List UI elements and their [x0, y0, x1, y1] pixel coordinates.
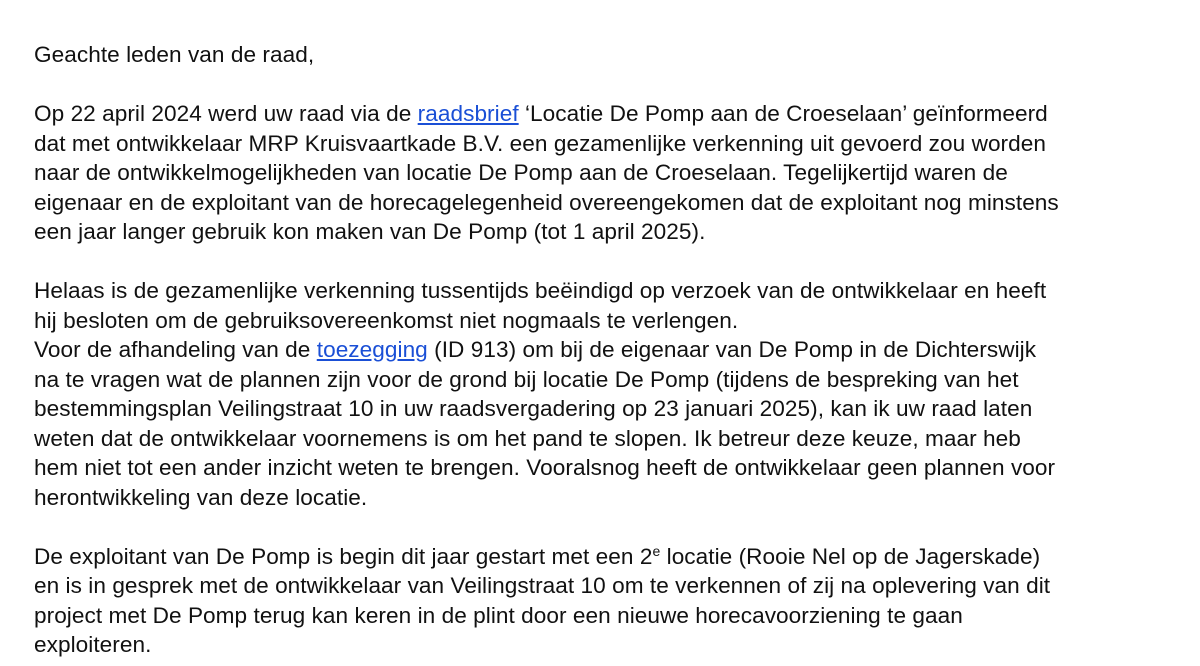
paragraph-2-line-5: bestemmingsplan Veilingstraat 10 in uw raadsvergadering op 23 januari 2025), kan ik uw raad laten: [34, 396, 1033, 421]
text-segment: locatie (Rooie Nel op de Jagerskade): [660, 543, 1041, 569]
letter-body: [34, 40, 1194, 660]
paragraph-2-line-7: hem niet tot een ander inzicht weten te brengen. Vooralsnog heeft de ontwikkelaar geen plannen voor: [34, 455, 1056, 480]
paragraph-gap: [34, 512, 1194, 542]
text-segment: ‘Locatie De Pomp aan de Croeselaan’ geïnformeerd: [518, 101, 1048, 126]
paragraph-2-line-1: Helaas is de gezamenlijke verkenning tussentijds beëindigd op verzoek van de ontwikkelaar en heeft: [34, 278, 1047, 303]
paragraph-3-line-2: en is in gesprek met de ontwikkelaar van Veilingstraat 10 om te verkennen of zij na oplevering van dit: [34, 573, 1051, 598]
paragraph-1: [34, 99, 1194, 247]
paragraph-2: [34, 276, 1194, 512]
text-segment: De exploitant van De Pomp is begin dit jaar gestart met een 2: [34, 543, 653, 569]
text-segment: Op 22 april 2024 werd uw raad via de: [34, 101, 418, 126]
paragraph-1-line-3: naar de ontwikkelmogelijkheden van locatie De Pomp aan de Croeselaan. Tegelijkertijd waren de: [34, 160, 1008, 185]
text-segment: Voor de afhandeling van de: [34, 337, 317, 362]
paragraph-2-line-6: weten dat de ontwikkelaar voornemens is om het pand te slopen. Ik betreur deze keuze, maar heb: [34, 425, 1021, 451]
salutation: Geachte leden van de raad,: [34, 42, 315, 67]
paragraph-1-line-2: dat met ontwikkelaar MRP Kruisvaartkade B.V. een gezamenlijke verkenning uit gevoerd zou worden: [34, 130, 1046, 156]
paragraph-1-line-4: eigenaar en de exploitant van de horecagelegenheid overeengekomen dat de exploitant nog minstens: [34, 189, 1059, 215]
paragraph-3: [34, 542, 1194, 660]
raadsbrief-link[interactable]: raadsbrief: [417, 101, 519, 126]
toezegging-link[interactable]: toezegging: [316, 337, 428, 362]
paragraph-2-line-4: na te vragen wat de plannen zijn voor de grond bij locatie De Pomp (tijdens de bespreking van het: [34, 366, 1019, 392]
paragraph-2-line-3: [34, 335, 1194, 365]
paragraph-2-line-8: herontwikkeling van deze locatie.: [34, 484, 368, 510]
paragraph-1-line-1: [34, 99, 1194, 129]
ordinal-superscript: e: [652, 542, 661, 559]
paragraph-2-line-2: hij besloten om de gebruiksovereenkomst niet nogmaals te verlengen.: [34, 307, 739, 333]
paragraph-3-line-1: [34, 542, 1194, 572]
paragraph-3-line-4: exploiteren.: [34, 632, 152, 657]
paragraph-3-line-3: project met De Pomp terug kan keren in de plint door een nieuwe horecavoorziening te gaan: [34, 602, 963, 628]
paragraph-gap: [34, 247, 1194, 277]
paragraph-1-line-5: een jaar langer gebruik kon maken van De Pomp (tot 1 april 2025).: [34, 219, 706, 244]
paragraph-gap: [34, 70, 1194, 100]
text-segment: (ID 913) om bij de eigenaar van De Pomp in de Dichterswijk: [427, 337, 1037, 362]
